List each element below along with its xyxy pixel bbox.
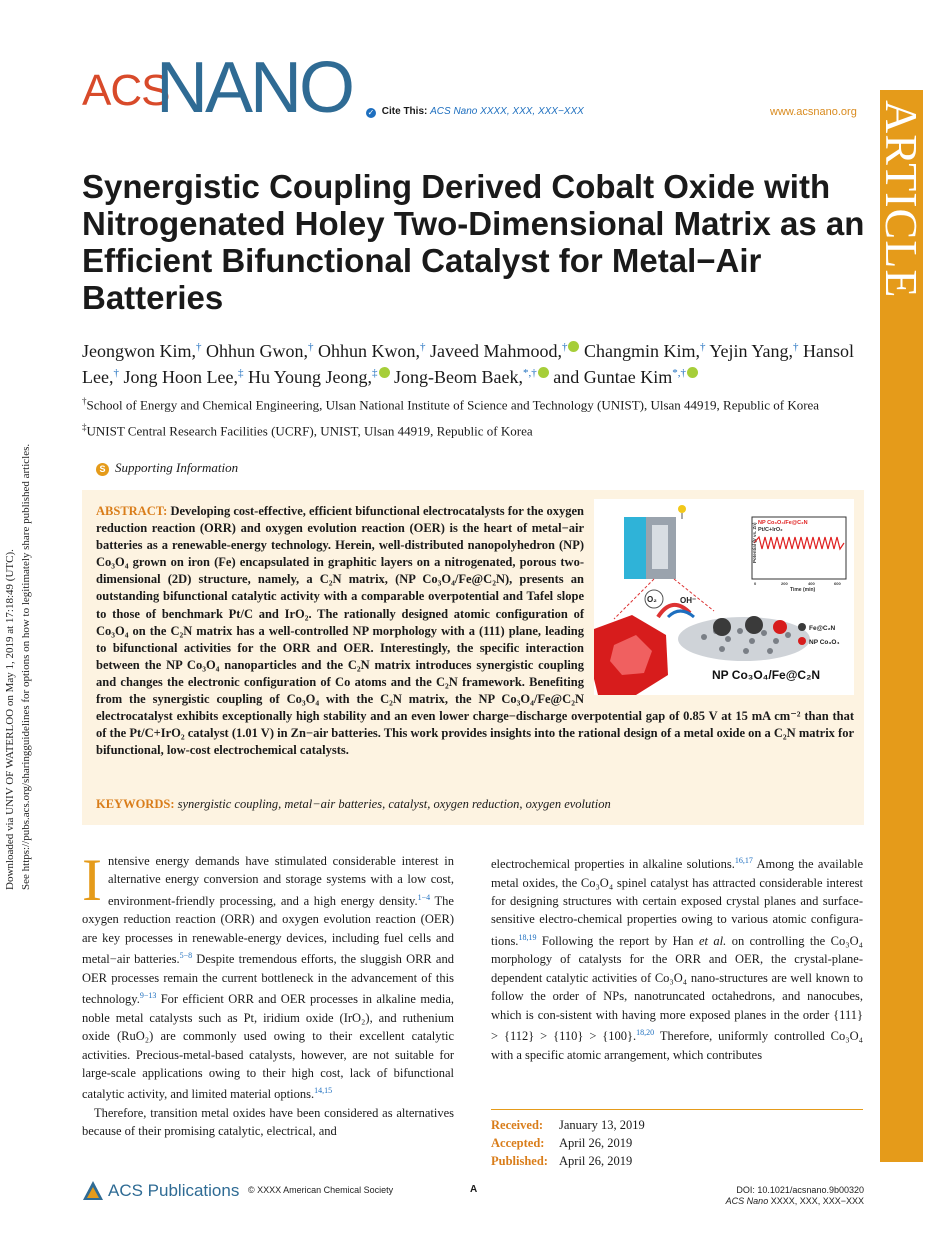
toc-y-axis: Potential (V vs. Zn) [752, 522, 757, 563]
publisher-name: ACS Publications [108, 1181, 240, 1200]
doi-block [700, 1185, 864, 1207]
supporting-info-link[interactable] [96, 460, 238, 476]
intro-paragraph-2-cont: electrochemical properties in alkaline solutions.$^{16,17}$ Among the available metal oxides, the Co₃O₄ spinel catalyst has attracted considerable interest for designing structures with certain exposed crystal planes and surface-sensitive electro-chemical properties owing to various atomic configura-tions.$^{18,19}$ Following the report by Han et al. on controlling the Co₃O₄ morphology of catalysts for the ORR and OER, the crystal-plane-dependent catalytic activities of Co₃O₄ nano-structures are well known to follow the order of NPs, nanotruncated octahedrons, and nanocubes, which is con-sistent with having more exposed planes in the order {111} > {112} > {110} > {100}.$^{18,20}$ Therefore, uniformly controlled Co₃O₄ with a specific atomic arrangement, which contributes [491, 856, 864, 1062]
author-affiliation-mark: *,† [672, 367, 686, 379]
author-name[interactable] [430, 341, 579, 361]
author-affiliation-mark: † [308, 341, 314, 353]
affiliation-2: ‡UNIST Central Research Facilities (UCRF), UNIST, Ulsan 44919, Republic of Korea [82, 422, 533, 439]
article-title: Synergistic Coupling Derived Cobalt Oxide with Nitrogenated Holey Two-Dimensional Matrix as an Efficient Bifunctional Catalyst for Metal−Air Batteries [82, 168, 865, 316]
author-affiliation-mark: † [699, 341, 706, 353]
toc-legend-2: Pt/C+IrO₂ [758, 527, 783, 533]
section-tab [876, 90, 927, 1162]
body-column-right [491, 852, 863, 1064]
toc-key-2: NP Co₃O₄ [809, 639, 840, 646]
acs-nano-logo [82, 48, 372, 128]
ref-link[interactable]: 5−8 [179, 951, 193, 961]
ref-link[interactable]: 16,17 [734, 856, 753, 865]
drop-cap: I [82, 847, 102, 913]
author-name-text: Jong Hoon Lee, [123, 367, 238, 387]
keywords-label: KEYWORDS: [96, 797, 175, 811]
check-icon: ✓ [367, 108, 375, 117]
author-name-text: Javeed Mahmood, [430, 341, 562, 361]
author-affiliation-mark: † [561, 341, 568, 353]
journal-citation: ACS Nano XXXX, XXX, XXX−XXX [725, 1196, 864, 1206]
acs-publications-logo[interactable] [82, 1180, 239, 1202]
author-name[interactable] [248, 367, 390, 387]
date-published: Published: April 26, 2019 [491, 1154, 633, 1168]
abstract-body: Developing cost-effective, efficient bifunctional electrocatalysts for the oxygen reduction reaction (ORR) and oxygen evolution reaction (OER) is the heart of metal−air batteries as a renewable-energy technology. Herein, well-distributed nanopolyhedron (NP) Co₃O₄ grown on iron (Fe) encapsulated in graphitic layers on a nitrogenated, porous two-dimensional (2D) structure, namely, a C₂N matrix, (NP Co₃O₄/Fe@C₂N), presents an outstanding bifunctional catalytic activity with a comparable overpotential and Tafel slope to those of benchmark Pt/C and IrO₂. The rationally designed atomic configuration of Co₃O₄ on the C₂N matrix has a well-controlled NP morphology with a (111) plane, leading to bifunctional activities for the ORR and OER. Interestingly, the specific interaction between the NP Co₃O₄ nanoparticles and the C₂N matrix introduces synergistic coupling and changes the electronic configuration of Co atoms and the C₂N framework. Benefiting from the synergistic coupling of Co₃O₄ with the C₂N matrix, the NP Co₃O₄/Fe@C₂N electrocatalyst exhibits exceptionally high stability and an even lower charge−discharge overpotential gap of 0.85 V at 15 mA cm⁻² than that of the Pt/C+IrO₂ catalyst (1.01 V) in Zn−air batteries. This work provides insights into the rational design of a metal oxide on a C₂N matrix for bifunctional, low-cost electrochemical catalysts. [96, 504, 854, 758]
download-notice-line-1: Downloaded via UNIV OF WATERLOO on May 1, 2019 at 17:18:49 (UTC). [4, 549, 16, 890]
cite-this[interactable] [366, 106, 584, 118]
orcid-icon[interactable] [568, 341, 579, 352]
publication-dates [491, 1109, 863, 1170]
keywords-list: synergistic coupling, metal−air batteries, catalyst, oxygen reduction, oxygen evolution [177, 797, 611, 811]
author-name-text: Hu Young Jeong, [247, 367, 372, 387]
doi-link[interactable]: DOI: 10.1021/acsnano.9b00320 [736, 1185, 864, 1195]
author-name-text: Hansol Lee, [82, 341, 855, 387]
toc-o2: O₂ [647, 595, 657, 604]
date-accepted: Accepted: April 26, 2019 [491, 1136, 633, 1150]
author-affiliation-mark: † [113, 367, 119, 379]
intro-paragraph-2: Therefore, transition metal oxides have been considered as alternatives because of their promising catalytic, electrical, and [82, 1105, 454, 1139]
keywords [96, 797, 854, 812]
ref-link[interactable]: 9−13 [139, 991, 157, 1001]
author-name[interactable] [123, 367, 243, 387]
toc-x-tick-0: 0 [754, 581, 757, 586]
ref-link[interactable]: 18,20 [636, 1027, 655, 1037]
cite-journal: ACS Nano [430, 106, 478, 117]
body-column-left [82, 847, 454, 1141]
intro-paragraph-1: Intensive energy demands have stimulated considerable interest in alternative energy conversion and storage systems with a low cost, environment-friendly processing, and a high energy density.$^{1-4}$ The oxygen reduction reaction (ORR) and oxygen evolution reaction (OER) are key processes in renewable-energy devices, including fuel cells and metal−air batteries.$^{5-8}$ Despite tremendous efforts, the sluggish ORR and OER processes remain the current bottleneck in the advancement of this technology.$^{9-13}$ For efficient ORR and OER processes in alkaline media, noble metal catalysts such as Pt, iridium oxide (IrO₂), and ruthenium oxide (RuO₂) are commonly used owing to their excellent catalytic activities. Precious-metal-based catalysts, however, are not suitable for large-scale applications owing to their high cost, lack of bifunctional catalytic activity, and limited material options.$^{14,15}$ [82, 847, 454, 1102]
toc-x-tick-3: 600 [834, 581, 841, 586]
toc-x-axis: Time (min) [790, 587, 816, 593]
toc-x-tick-1: 200 [781, 581, 788, 586]
logo-acs: ACS [82, 66, 170, 115]
logo-nano: NANO [156, 48, 353, 128]
date-received: Received: January 13, 2019 [491, 1118, 645, 1132]
toc-caption: NP Co₃O₄/Fe@C₂N [712, 668, 821, 682]
author-affiliation-mark: † [196, 341, 202, 353]
author-name-text: and Guntae Kim [553, 367, 673, 387]
author-name-text: Yejin Yang, [709, 341, 794, 361]
author-name[interactable] [394, 367, 549, 387]
download-notice-line-2: See https://pubs.acs.org/sharingguidelines for options on how to legitimately share published articles. [20, 443, 32, 890]
author-name[interactable] [584, 341, 706, 361]
author-affiliation-mark: ‡ [372, 367, 378, 379]
author-affiliation-mark: ‡ [237, 367, 244, 379]
affiliations [82, 393, 872, 446]
author-list [82, 336, 872, 388]
author-affiliation-mark: † [420, 341, 426, 353]
toc-x-tick-2: 400 [808, 581, 815, 586]
orcid-icon[interactable] [379, 367, 390, 378]
abstract-label: ABSTRACT: [96, 504, 168, 518]
author-affiliation-mark: *,† [522, 367, 537, 379]
author-name[interactable] [553, 367, 698, 387]
download-notice [2, 370, 38, 890]
copyright: © XXXX American Chemical Society [248, 1185, 394, 1195]
toc-legend-1: NP Co₃O₄/Fe@C₂N [758, 520, 808, 526]
page-number: A [470, 1184, 478, 1195]
toc-graphic [594, 499, 854, 695]
toc-oh: OH⁻ [680, 596, 697, 605]
toc-key-1: Fe@C₂N [809, 625, 836, 632]
acs-publications-icon [82, 1180, 104, 1202]
supporting-info-icon: S [96, 463, 109, 476]
orcid-icon[interactable] [687, 367, 698, 378]
author-name-text: Changmin Kim, [583, 341, 700, 361]
cite-prefix: Cite This: [381, 106, 428, 117]
cite-rest: XXXX, XXX, XXX−XXX [480, 106, 584, 117]
author-name[interactable] [318, 341, 426, 361]
author-name[interactable] [206, 341, 314, 361]
ref-link[interactable]: 1−4 [417, 892, 431, 902]
author-name-text: Jong-Beom Baek, [394, 367, 523, 387]
author-affiliation-mark: † [793, 341, 799, 353]
affiliation-1: †School of Energy and Chemical Engineering, Ulsan National Institute of Science and Technology (UNIST), Ulsan 44919, Republic of Korea [82, 396, 820, 413]
journal-website-link[interactable]: www.acsnano.org [770, 106, 857, 118]
abstract [96, 503, 854, 759]
author-name-text: Ohhun Gwon, [206, 341, 308, 361]
ref-link[interactable]: 18,19 [518, 932, 537, 942]
ref-link[interactable]: 14,15 [314, 1086, 333, 1096]
orcid-icon[interactable] [538, 367, 549, 378]
author-name-text: Ohhun Kwon, [318, 341, 420, 361]
author-name-text: Jeongwon Kim, [82, 341, 196, 361]
author-name[interactable] [709, 341, 798, 361]
section-tab-label: ARTICLE [876, 100, 927, 299]
author-name[interactable] [82, 341, 202, 361]
supporting-info-label: Supporting Information [115, 460, 239, 475]
